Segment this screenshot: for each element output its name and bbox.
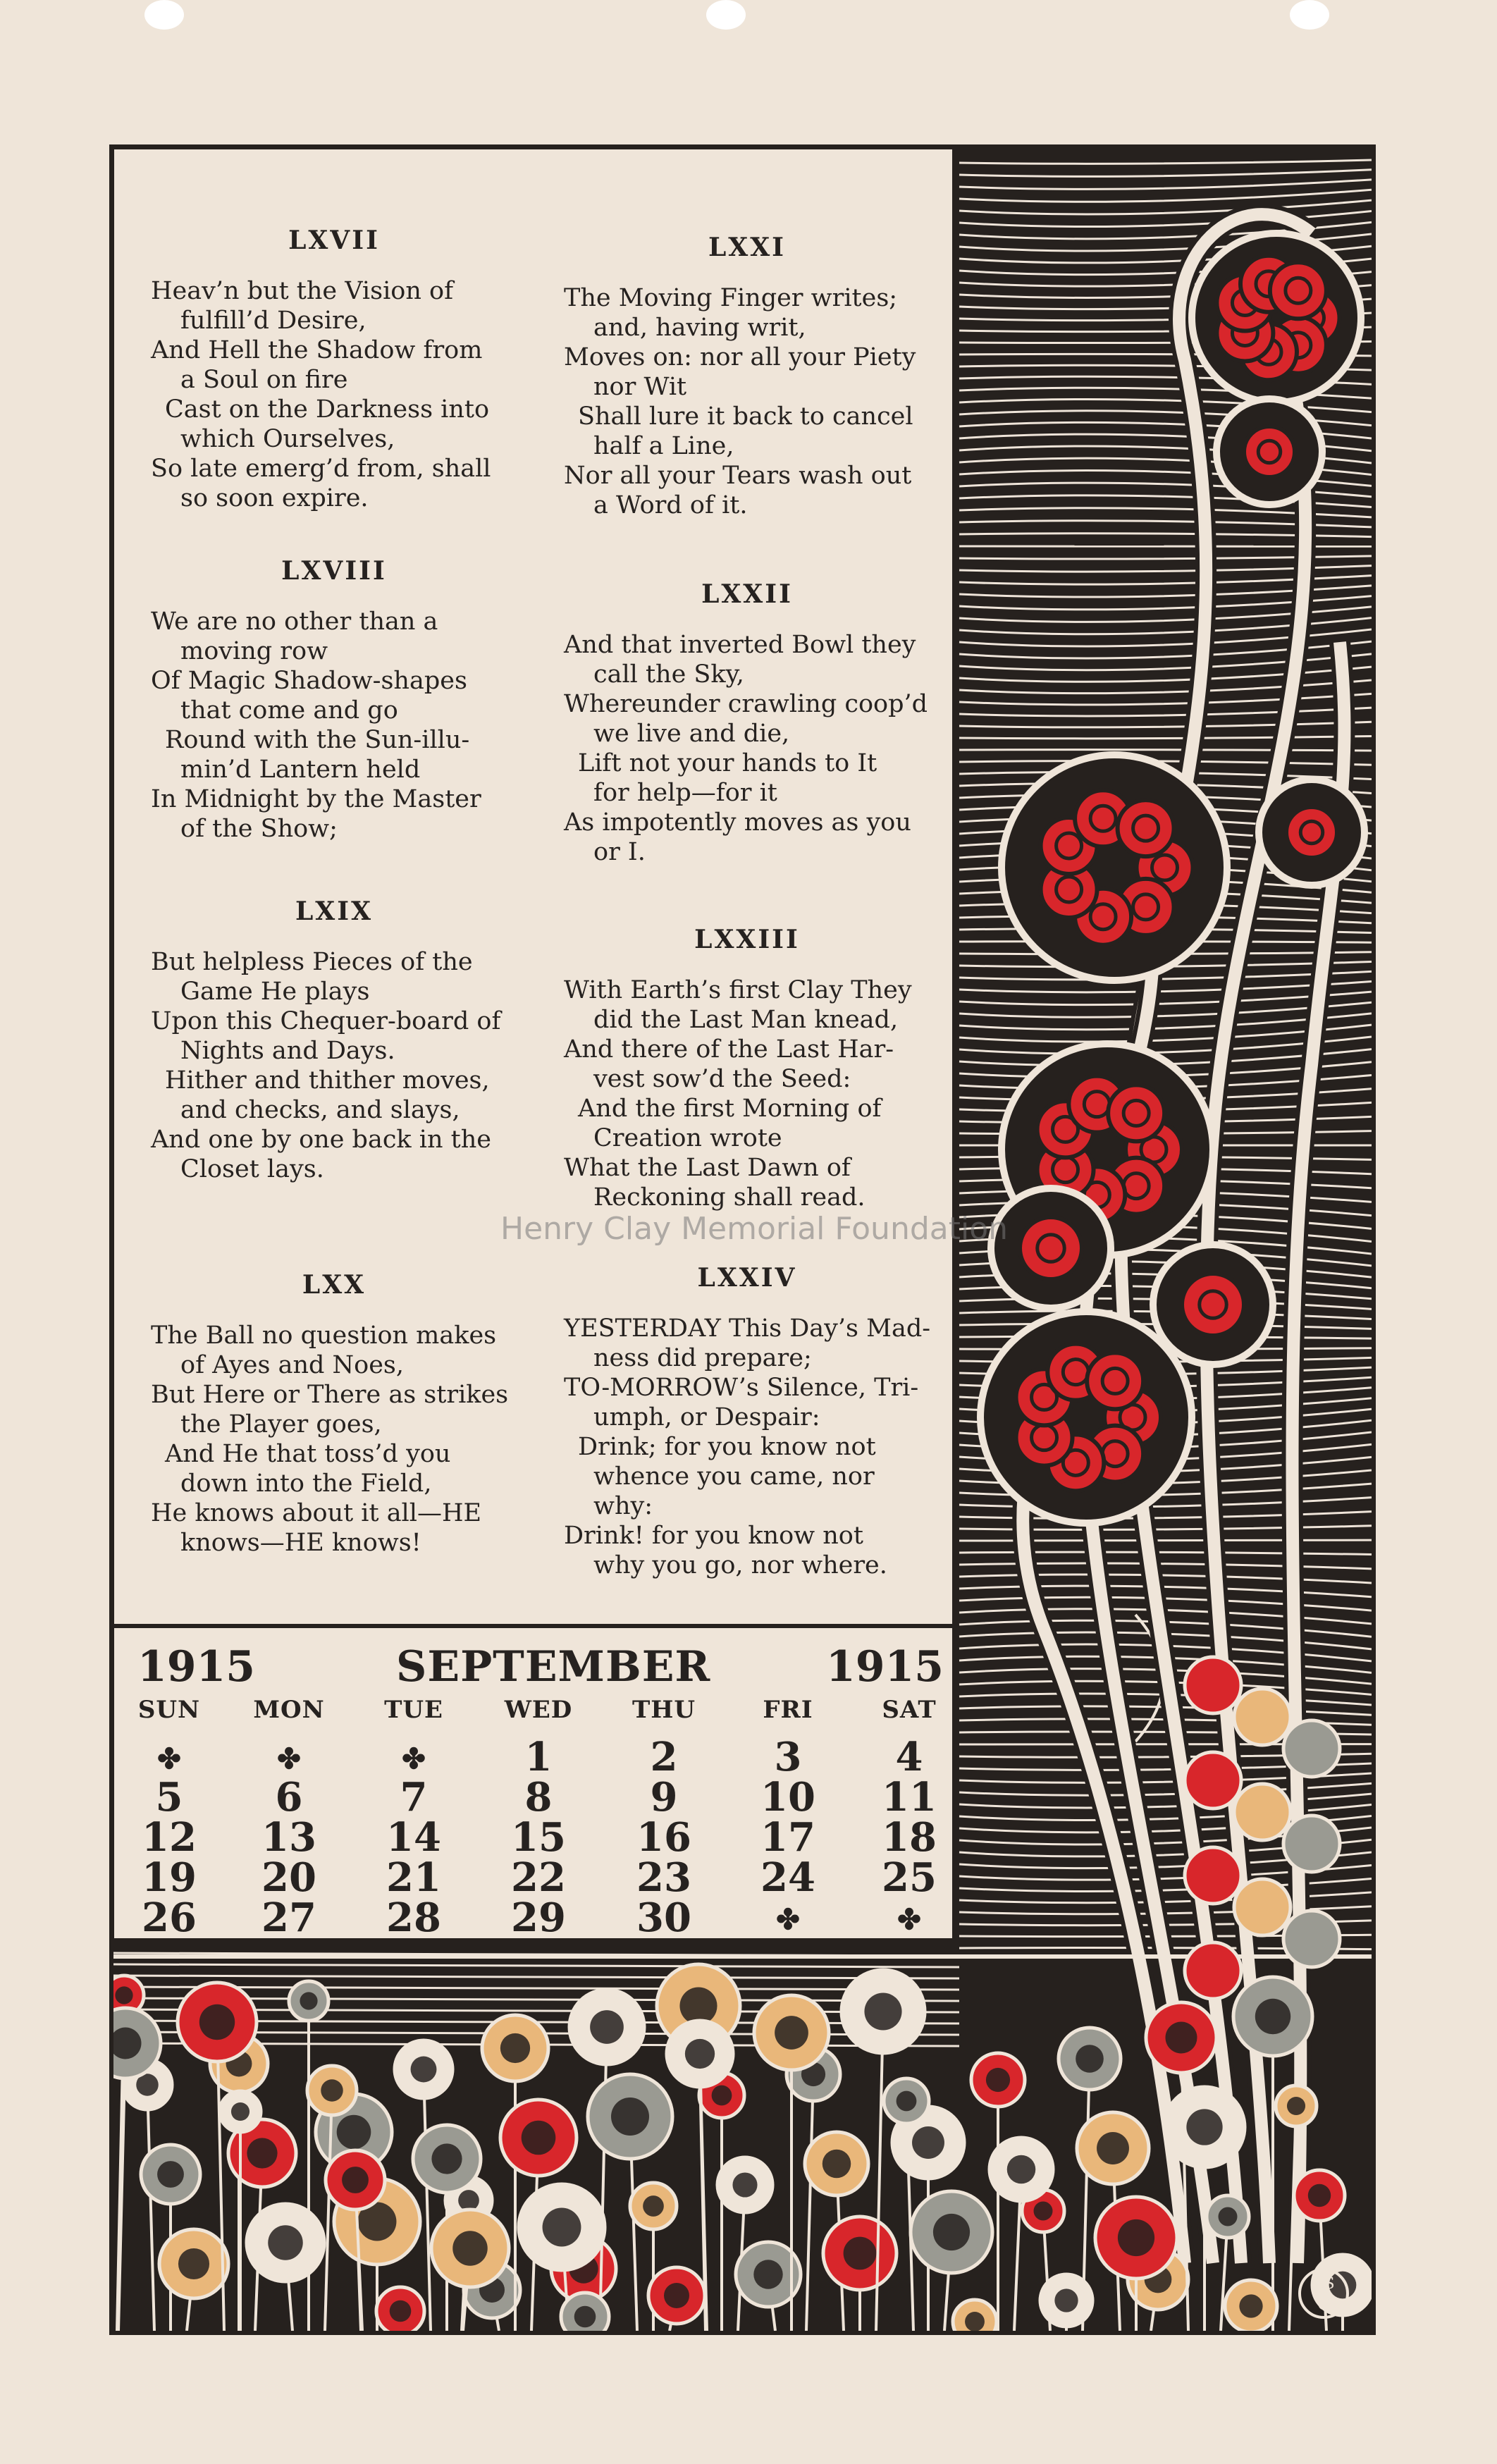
poem-line: We are no other than a (151, 608, 438, 636)
stanza-numeral: LXXIII (694, 925, 800, 954)
blank-day-ornament: ✤ (897, 1903, 921, 1936)
poem-line: moving row (180, 637, 328, 665)
stanza (151, 897, 517, 1184)
field-flower-center (157, 2161, 184, 2188)
field-flower-center (611, 2098, 649, 2136)
poem-line: Upon this Chequer-board of (151, 1007, 501, 1035)
poem-line: Heav’n but the Vision of (151, 277, 454, 305)
calendar-date: 18 (882, 1814, 937, 1861)
stanza (151, 226, 517, 513)
calendar-date: 11 (882, 1774, 937, 1821)
calendar-date: 12 (142, 1814, 197, 1861)
stanza (564, 925, 930, 1212)
weekday-label: THU (632, 1696, 696, 1724)
poem-line: of Ayes and Noes, (180, 1351, 405, 1379)
poem-line: Closet lays. (180, 1155, 324, 1183)
calendar-date: 21 (386, 1854, 441, 1901)
calendar-date: 17 (760, 1814, 815, 1861)
field-flower-center (844, 2237, 877, 2270)
blank-day-ornament: ✤ (157, 1742, 181, 1775)
ground-hatch-line (113, 1964, 959, 1967)
field-flower-center (1186, 2109, 1222, 2145)
stanza (151, 556, 517, 844)
field-flower-center (300, 1992, 317, 2009)
field-flower-center (431, 2143, 462, 2174)
sky-hatch-line (959, 1892, 1372, 1903)
calendar-date: 19 (142, 1854, 197, 1901)
poem-line: Cast on the Darkness into (165, 395, 490, 424)
poem-line: or I. (593, 838, 646, 866)
flower-stalk (147, 2085, 154, 2331)
poem-line: What the Last Dawn of (564, 1154, 851, 1182)
sky-hatch-line (959, 750, 1372, 751)
field-flower-center (543, 2208, 581, 2247)
rose-flower (1108, 1085, 1164, 1141)
calendar-date: 7 (400, 1774, 428, 1821)
poem-line: And He that toss’d you (165, 1440, 451, 1468)
side-flower (1185, 1847, 1241, 1904)
poem-line: whence you came, nor (593, 1462, 875, 1491)
sky-hatch-line (959, 1878, 1372, 1891)
sky-hatch-line (959, 722, 1372, 727)
rose-flower (1286, 807, 1337, 858)
calendar-date: 5 (155, 1774, 183, 1821)
poem-line: And the first Morning of (578, 1095, 882, 1123)
sky-hatch-line (959, 160, 1372, 164)
poem-line: min’d Lantern held (180, 756, 421, 784)
stanza-numeral: LXXIV (697, 1263, 797, 1293)
field-flower-center (247, 2138, 277, 2168)
poem-line: Shall lure it back to cancel (578, 402, 913, 431)
rose-clusters (980, 233, 1364, 1523)
poem-line: TO-MORROW’s Silence, Tri- (564, 1374, 919, 1402)
stanza-numeral: LXXII (701, 579, 793, 609)
field-flower-center (1166, 2022, 1197, 2054)
field-flower-center (1054, 2289, 1078, 2312)
poem-line: Round with the Sun-illu- (165, 726, 470, 754)
field-flower-center (1007, 2155, 1036, 2184)
poem-line: Nor all your Tears wash out (564, 462, 912, 490)
field-flower-center (231, 2102, 250, 2121)
side-flower (1234, 1689, 1290, 1745)
sky-hatch-line (959, 200, 1372, 214)
stanza (564, 1263, 930, 1580)
poem-line: half a Line, (593, 432, 734, 460)
field-flower-center (1076, 2045, 1104, 2073)
stanza-numeral: LXX (302, 1270, 366, 1300)
side-flower (1283, 1816, 1340, 1872)
artist-monogram: ES G (1298, 2268, 1349, 2319)
field-flower-center (342, 2167, 369, 2193)
field-flower-center (500, 2033, 530, 2063)
poem-line: With Earth’s first Clay They (564, 976, 912, 1004)
calendar-date: 10 (760, 1774, 815, 1821)
side-flower (1185, 1942, 1241, 1999)
field-flower-center (775, 2016, 808, 2050)
field-flower-center (965, 2312, 985, 2331)
poem-line: And that inverted Bowl they (564, 631, 916, 659)
blank-day-ornament: ✤ (277, 1742, 301, 1775)
field-flower-center (712, 2086, 732, 2106)
field-flower-center (933, 2214, 970, 2250)
calendar-date: 3 (774, 1734, 802, 1780)
binder-hole-right (1290, 0, 1329, 30)
calendar-date: 26 (142, 1895, 197, 1941)
field-flower-center (178, 2248, 209, 2279)
calendar-year-right: 1915 (826, 1642, 944, 1692)
weekday-label: FRI (763, 1696, 813, 1724)
calendar-date: 9 (650, 1774, 678, 1821)
calendar-date: 22 (511, 1854, 566, 1901)
field-flower-center (590, 2010, 624, 2044)
calendar-date: 2 (650, 1734, 678, 1780)
poem-line: Drink; for you know not (578, 1433, 876, 1461)
field-flower-center (1097, 2132, 1129, 2164)
poem-line: of the Show; (180, 815, 338, 843)
field-flower-center (199, 2004, 235, 2040)
calendar-date: 23 (636, 1854, 691, 1901)
calendar-date: 8 (524, 1774, 553, 1821)
poem-line: which Ourselves, (180, 425, 395, 453)
weekday-label: MON (253, 1696, 325, 1724)
rose-flower (1118, 800, 1174, 856)
calendar-year-left: 1915 (137, 1642, 255, 1692)
poem-line: fulfill’d Desire, (180, 307, 366, 335)
blank-day-ornament: ✤ (402, 1742, 426, 1775)
field-flower-center (1118, 2219, 1154, 2256)
sky-hatch-line (959, 190, 1372, 202)
poem-line: that come and go (180, 696, 398, 725)
field-flower-center (574, 2306, 596, 2328)
calendar-month-title: SEPTEMBER (396, 1642, 711, 1692)
ground-hatch-line (113, 1976, 959, 1978)
poem-line: Drink! for you know not (564, 1522, 863, 1550)
field-flower-center (753, 2260, 782, 2289)
rose-flower (1270, 262, 1326, 319)
sky-hatch-line (959, 971, 1372, 980)
calendar-date: 16 (636, 1814, 691, 1861)
side-flower (1234, 1879, 1290, 1935)
field-flower-center (321, 2079, 343, 2102)
side-flower (1185, 1657, 1241, 1713)
field-flower-center (390, 2300, 412, 2322)
calendar-date: 14 (386, 1814, 441, 1861)
poem-line: for help—for it (593, 779, 777, 807)
field-flower-center (1219, 2207, 1238, 2226)
poem-line: And there of the Last Har- (564, 1035, 894, 1064)
calendar-date: 29 (511, 1895, 566, 1941)
field-flower-center (897, 2091, 917, 2112)
poem-line: YESTERDAY This Day’s Mad- (564, 1314, 931, 1343)
calendar-date: 4 (895, 1734, 923, 1780)
sky-hatch-line (959, 180, 1372, 190)
poem-line: Hither and thither moves, (165, 1066, 490, 1095)
stanza-numeral: LXXI (708, 233, 786, 262)
field-flower-center (732, 2172, 757, 2197)
poem-line: Whereunder crawling coop’d (564, 690, 928, 718)
poem-line: In Midnight by the Master (151, 785, 481, 813)
side-flower (1234, 1784, 1290, 1840)
side-flower (1185, 1752, 1241, 1809)
field-flower-center (1287, 2097, 1305, 2115)
rose-flower (1244, 426, 1295, 477)
poem-line: Creation wrote (593, 1124, 782, 1152)
poem-line: Reckoning shall read. (593, 1183, 865, 1212)
poem-line: But helpless Pieces of the (151, 948, 473, 976)
blank-day-ornament: ✤ (776, 1903, 800, 1936)
stanza (151, 1270, 517, 1558)
poem-line: So late emerg’d from, shall (151, 455, 491, 483)
poem-line: Nights and Days. (180, 1037, 395, 1065)
calendar-date: 15 (511, 1814, 566, 1861)
sky-hatch-line (959, 399, 1372, 412)
binder-hole-center (706, 0, 746, 30)
poem-line: so soon expire. (180, 484, 369, 512)
field-flower-center (912, 2126, 944, 2159)
weekday-label: SUN (137, 1696, 201, 1724)
poem-line: The Moving Finger writes; (564, 284, 898, 312)
poem-line: down into the Field, (180, 1470, 432, 1498)
field-flower-center (864, 1992, 901, 2030)
weekday-label: SAT (882, 1696, 937, 1724)
calendar-date: 24 (760, 1854, 815, 1901)
poem-line: Lift not your hands to It (578, 749, 877, 777)
calendar-date: 30 (636, 1895, 691, 1941)
poem-line: call the Sky, (593, 660, 744, 689)
field-flower-center (522, 2121, 556, 2155)
calendar-date: 27 (261, 1895, 316, 1941)
rose-flower (1087, 1353, 1143, 1409)
flower-stalk (806, 2074, 813, 2331)
calendar-date: 6 (275, 1774, 303, 1821)
side-flower (1283, 1911, 1340, 1967)
field-flower-center (1034, 2202, 1053, 2221)
poem-line: ness did prepare; (593, 1344, 812, 1372)
calendar-date: 28 (386, 1895, 441, 1941)
sky-hatch-line (959, 737, 1372, 739)
calendar-date: 1 (524, 1734, 553, 1780)
side-flower (1283, 1720, 1340, 1777)
sky-hatch-line (959, 694, 1372, 705)
sky-hatch-line (959, 1783, 1372, 1795)
poem-line: Moves on: nor all your Piety (564, 343, 916, 371)
weekday-label: TUE (384, 1696, 443, 1724)
poem-line: And one by one back in the (151, 1126, 491, 1154)
sky-hatch-line (959, 680, 1372, 694)
poem-line: umph, or Despair: (593, 1403, 820, 1431)
field-flower-center (1255, 1999, 1290, 2034)
field-flower-center (458, 2190, 479, 2211)
poem-line: and, having writ, (593, 314, 806, 342)
poem-line: and checks, and slays, (180, 1096, 460, 1124)
field-flower-center (1308, 2184, 1331, 2207)
weekday-label: WED (504, 1696, 573, 1724)
field-flower-center (685, 2039, 715, 2069)
poem-line: we live and die, (593, 720, 790, 748)
field-flower-center (411, 2057, 437, 2083)
poem-line: Game He plays (180, 978, 370, 1006)
poem-line: why you go, nor where. (593, 1551, 887, 1579)
rose-flower (1020, 1217, 1082, 1279)
field-flower-center (664, 2283, 689, 2308)
field-flower-center (115, 1986, 133, 2004)
poem-line: did the Last Man knead, (593, 1006, 899, 1034)
poem-line: But Here or There as strikes (151, 1381, 509, 1409)
poem-line: knows—HE knows! (180, 1529, 421, 1557)
poem-line: And Hell the Shadow from (151, 336, 483, 364)
poem-line: a Soul on fire (180, 366, 348, 394)
field-flower-center (1239, 2294, 1262, 2317)
field-flower-center (986, 2068, 1010, 2092)
calendar-panel (114, 1624, 956, 1941)
poem-line: The Ball no question makes (151, 1322, 497, 1350)
field-flower-center (268, 2225, 303, 2260)
watermark: Henry Clay Memorial Foundation (500, 1211, 1009, 1247)
calendar-date: 13 (261, 1814, 316, 1861)
stanza (564, 233, 930, 520)
sky-hatch-line (959, 170, 1372, 177)
stanza-numeral: LXVIII (281, 556, 387, 586)
stanza-numeral: LXIX (295, 897, 373, 926)
field-flower-center (452, 2231, 488, 2266)
poem-line: nor Wit (593, 373, 687, 401)
poem-line: He knows about it all—HE (151, 1499, 482, 1527)
poem-line: As impotently moves as you (564, 808, 911, 837)
binder-hole-left (144, 0, 184, 30)
stanza (564, 579, 930, 867)
sky-hatch-line (959, 708, 1372, 716)
sky-hatch-line (959, 1794, 1372, 1808)
poem-line: the Player goes, (180, 1410, 382, 1439)
rose-flower (1182, 1274, 1244, 1336)
calendar-date: 25 (882, 1854, 937, 1901)
field-flower-center (643, 2195, 664, 2217)
poem-line: Of Magic Shadow-shapes (151, 667, 467, 695)
poem-panel (114, 149, 956, 1624)
poem-line: vest sow’d the Seed: (593, 1065, 851, 1093)
calendar-date: 20 (261, 1854, 316, 1901)
field-flower-center (337, 2115, 371, 2150)
field-flower-center (823, 2150, 851, 2179)
poem-line: why: (593, 1492, 653, 1520)
stanza-numeral: LXVII (288, 226, 380, 255)
flower-stalk (424, 2069, 431, 2331)
poem-line: a Word of it. (593, 491, 748, 519)
